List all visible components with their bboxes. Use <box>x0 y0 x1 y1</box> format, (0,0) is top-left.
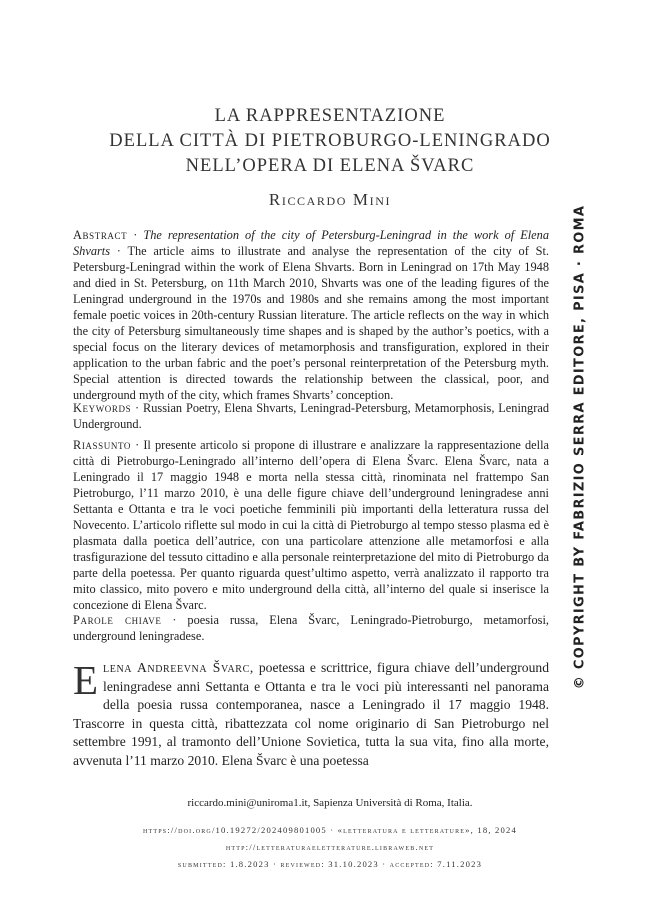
abstract-separator-2: · <box>110 244 128 258</box>
riassunto-separator: · <box>130 438 144 452</box>
riassunto-label: Riassunto <box>73 438 131 452</box>
riassunto-section <box>73 437 549 613</box>
parole-chiave-label: Parole chiave <box>73 613 162 627</box>
drop-cap: E <box>73 657 99 703</box>
submission-dates-line: submitted: 1.8.2023 · reviewed: 31.10.2023 · accepted: 7.11.2023 <box>177 859 483 869</box>
doi-line: https://doi.org/10.19272/202409801005 · «letteratura e letterature», 18, 2024 <box>142 825 518 835</box>
journal-url-line: http://letteraturaeletterature.libraweb.net <box>225 842 435 852</box>
author-subject-name: lena Andreevna Švarc, <box>103 660 254 675</box>
author-footnote: riccardo.mini@uniroma1.it, Sapienza Università di Roma, Italia. <box>187 797 473 809</box>
keywords-text: Russian Poetry, Elena Shvarts, Leningrad-Petersburg, Metamorphosis, Leningrad Underground. <box>73 401 549 431</box>
riassunto-text: Il presente articolo si propone di illustrare e analizzare la rappresentazione della città di Pietroburgo-Leningrado all’interno dell’opera di Elena Švarc. Elena Švarc, nata a Leningrado il 17 maggio 1948 e morta nella stessa città, rinominata nel frattempo San Pietroburgo, l’11 marzo 2010, è una delle figure chiave dell’underground leningradese anni Settanta e Ottanta e tra le voci poetiche femminili più importanti della letteratura russa del Novecento. L’articolo riflette sul modo in cui la città di Pietroburgo al tempo stesso plasma ed è plasmata dalla poetica dell’autrice, con una particolare attenzione alle metamorfosi e alla trasfigurazione del tessuto cittadino e alla personale reinterpretazione del mito di Pietroburgo da parte della poetessa. Per quanto riguarda quest’ultimo aspetto, verrà analizzato il rapporto tra mito classico, mito povero e mito underground della città, all’interno del quale si inserisce la concezione di Elena Švarc. <box>73 438 549 612</box>
parole-chiave-separator: · <box>161 613 188 627</box>
abstract-section <box>73 227 549 403</box>
copyright-text: © COPYRIGHT BY FABRIZIO SERRA EDITORE, PISA · ROMA <box>572 204 588 690</box>
body-text: poetessa e scrittrice, figura chiave dell’underground leningradese anni Settanta e Ottanta e tra le voci più interessanti nel panorama della poesia russa contemporanea, nasce a Leningrado il 17 maggio 1948. Trascorre in questa città, ribattezzata col nome originario di San Pietroburgo nel settembre 1991, al tramonto dell’Unione Sovietica, tutta la sua vita, fino alla morte, avvenuta l’11 marzo 2010. Elena Švarc è una poetessa <box>73 660 549 768</box>
article-title <box>40 104 620 179</box>
abstract-title-translation: The representation of the city of Petersburg-Leningrad in the work of Elena Shvarts <box>73 228 549 258</box>
title-line-2: DELLA CITTÀ DI PIETROBURGO-LENINGRADO <box>109 131 551 151</box>
parole-chiave-section <box>73 612 549 644</box>
abstract-separator: · <box>127 228 144 242</box>
title-line-3: NELL’OPERA DI ELENA ŠVARC <box>185 156 475 176</box>
keywords-section <box>73 400 549 432</box>
keywords-separator: · <box>131 401 144 415</box>
abstract-text: The article aims to illustrate and analyse the representation of the city of St. Petersburg-Leningrad within the work of Elena Shvarts. Born in Leningrad on 17th May 1948 and died in St. Petersburg, on 11th March 2010, Shvarts was one of the leading figures of the Leningrad underground in the 1970s and 1980s and she remains among the most important female poetic voices in 20th-century Russian literature. The article reflects on the way in which the city of Petersburg simultaneously time shapes and is shaped by the author’s poetics, with a special focus on the literary devices of metamorphosis and transfiguration, explored in their application to the urban fabric and the poet’s personal reinterpretation of the Petersburg myth. Special attention is directed towards the relationship between the classical, poor, and underground myth of the city, which frames Shvarts’ conception. <box>73 244 549 402</box>
title-line-1: LA RAPPRESENTAZIONE <box>214 106 446 126</box>
parole-chiave-text: poesia russa, Elena Švarc, Leningrado-Pietroburgo, metamorfosi, underground leningradese. <box>73 613 549 643</box>
keywords-label: Keywords <box>73 401 132 415</box>
abstract-label: Abstract <box>73 228 128 242</box>
author-name: Riccardo Mini <box>268 190 392 209</box>
body-paragraph <box>73 659 549 770</box>
copyright-sidebar <box>568 204 592 690</box>
